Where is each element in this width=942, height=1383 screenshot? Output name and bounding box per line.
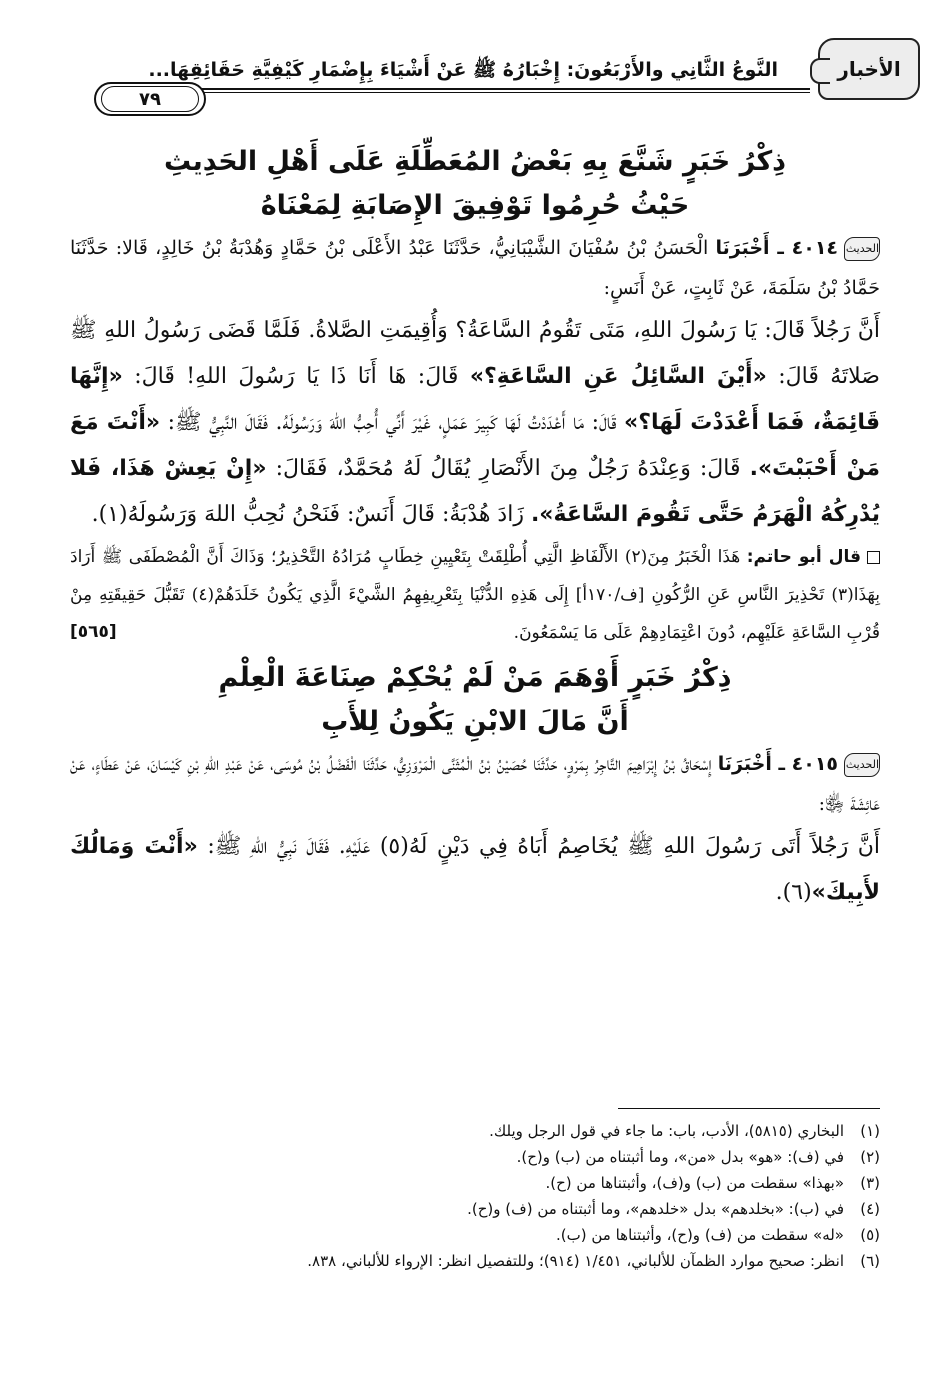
footnote (70, 1170, 880, 1196)
footnote-text: في (ب): «بخلدهم» بدل «خلدهم»، وما أثبتناه من (ف) و(ح). (467, 1200, 844, 1218)
page-number-frame (94, 82, 206, 116)
matn-text: (٦). (775, 880, 812, 905)
header-rule-thin (108, 92, 810, 93)
hadith-4014-isnad (70, 228, 880, 308)
hadith-number: ٤٠١٤ ـ أَخْبَرَنَا (715, 237, 839, 259)
matn-text: قَالَ: مَا أَعْدَدْتُ لَهَا كَبِيرَ عَمَلٍ، غَيْرَ أَنِّي أُحِبُّ اللهَ وَرَسُولَهُ. فَقَالَ النَّبِيُّ ﷺ: (167, 410, 617, 435)
hadith-icon: الحديث (844, 237, 880, 261)
section-badge (818, 38, 920, 100)
footnote-text: «له» سقطت من (ف) و(ح)، وأثبتناها من (ب). (556, 1226, 844, 1244)
chapter-heading-1-line1: ذِكْرُ خَبَرٍ شَنَّعَ بِهِ بَعْضُ المُعَطِّلَةِ عَلَى أَهْلِ الحَدِيثِ (163, 146, 787, 177)
footnote-number: (٤) (860, 1200, 880, 1218)
footnote (70, 1118, 880, 1144)
chapter-heading-2-line2: أَنَّ مَالَ الابْنِ يَكُونُ لِلأَبِ (321, 706, 629, 737)
prophet-quote: «إِنَّهَا قَائِمَةٌ، فَمَا أَعْدَدْتَ لَهَا؟» (70, 364, 880, 435)
cross-reference: [٥٦٥] (70, 622, 117, 642)
matn-text: زَادَ هُدْبَةُ: قَالَ أَنَسٌ: فَنَحْنُ نُحِبُّ اللهَ وَرَسُولَهُ(١). (91, 502, 524, 527)
isnad-text: إِسْحَاقُ بْنُ إِبْرَاهِيمَ التَّاجِرُ بِمَرْوٍ، حَدَّثَنَا حُصَيْنُ بْنُ الْمُثَنَّى الْمَرْوَزِيُّ، حَدَّثَنَا الْفَضْلُ بْنُ مُوسَى، عَنْ عَبْدِ اللهِ بْنِ كَيْسَانَ، عَنْ عَطَاءٍ، عَنْ عَائِشَةَ ﵂: (70, 753, 880, 815)
chapter-heading-1-line2: حَيْثُ حُرِمُوا تَوْفِيقَ الإِصَابَةِ لِمَعْنَاهُ (260, 190, 690, 221)
footnote-number: (٢) (860, 1148, 880, 1166)
matn-text: قَالَ: هَا أَنَا ذَا يَا رَسُولَ اللهِ! قَالَ: (134, 364, 459, 389)
matn-text: قَالَ: وَعِنْدَهُ رَجُلٌ مِنَ الأَنْصَارِ يُقَالُ لَهُ مُحَمَّدٌ، فَقَالَ: (275, 456, 741, 481)
matn-text: أَنَّ رَجُلاً قَالَ: يَا رَسُولَ اللهِ، مَتَى تَقُومُ السَّاعَةُ؟ وَأُقِيمَتِ الصَّلاةُ. فَلَمَّا قَضَى رَسُولُ اللهِ ﷺ صَلاتَهُ قَالَ: (70, 318, 880, 389)
hadith-number: ٤٠١٥ ـ أَخْبَرَنَا (717, 753, 839, 775)
footnote-text: في (ف): «هو» بدل «من»، وما أثبتناه من (ب) و(ح). (516, 1148, 844, 1166)
footnote-text: انظر: صحيح موارد الظمآن للألباني، ١/٤٥١ (٩١٤)؛ وللتفصيل انظر: الإرواء للألباني، ٨٣٨. (307, 1252, 844, 1270)
footnote (70, 1144, 880, 1170)
footnote (70, 1196, 880, 1222)
footnote-number: (٥) (860, 1226, 880, 1244)
page-content (70, 140, 880, 916)
prophet-quote: «أَيْنَ السَّائِلُ عَنِ السَّاعَةِ؟» (469, 364, 767, 389)
hadith-4014-matn (70, 308, 880, 538)
hadith-icon: الحديث (844, 753, 880, 777)
square-icon (867, 551, 880, 564)
footnote-number: (١) (860, 1122, 880, 1140)
footnote (70, 1248, 880, 1274)
matn-text: أَنَّ رَجُلاً أَتَى رَسُولَ اللهِ ﷺ يُخَاصِمُ أَبَاهُ فِي دَيْنٍ لَهُ(٥) عَلَيْهِ. فَقَالَ نَبِيُّ اللهِ ﷺ: (207, 834, 881, 859)
section-badge-label: الأخبار (837, 57, 901, 81)
footnote (70, 1222, 880, 1248)
hadith-4015-isnad (70, 744, 880, 824)
hadith-4015-matn (70, 824, 880, 916)
page-number: ٧٩ (101, 86, 199, 112)
footnote-rule (618, 1108, 880, 1109)
footnote-text: البخاري (٥٨١٥)، الأدب، باب: ما جاء في قول الرجل ويلك. (489, 1122, 844, 1140)
isnad-text: الْحَسَنُ بْنُ سُفْيَانَ الشَّيْبَانِيُّ، حَدَّثَنَا عَبْدُ الأَعْلَى بْنُ حَمَّادٍ وَهُدْبَةُ بْنُ خَالِدٍ، قَالا: حَدَّثَنَا حَمَّادُ بْنُ سَلَمَةَ، عَنْ ثَابِتٍ، عَنْ أَنَسٍ: (70, 237, 880, 299)
header-rule (108, 88, 810, 90)
prophet-quote: «أَنْتَ وَمَالُكَ لأَبِيكَ» (70, 834, 880, 905)
prophet-quote: «إِنْ يَعِشْ هَذَا، فَلا يُدْرِكُهُ الْهَرَمُ حَتَّى تَقُومَ السَّاعَةُ». (70, 456, 880, 527)
prophet-quote: «أَنْتَ مَعَ مَنْ أَحْبَبْتَ». (70, 410, 880, 481)
comment-author: قال أبو حاتم: (746, 547, 861, 567)
footnote-number: (٦) (860, 1252, 880, 1270)
footnotes (70, 1118, 880, 1274)
footnote-text: «بهذا» سقطت من (ب) و(ف)، وأثبتناها من (ح). (545, 1174, 844, 1192)
footnote-number: (٣) (860, 1174, 880, 1192)
page-header (108, 38, 901, 110)
running-title: النَّوعُ الثَّانِي والأَرْبَعُونَ: إِخْبَارُهُ ﷺ عَنْ أَشْيَاءَ بِإِضْمَارِ كَيْفِيَّةِ حَقَائِقِهَا... (148, 59, 778, 81)
comment-text: هَذَا الْخَبَرُ مِنَ(٢) الأَلْفَاظِ الَّتِي أُطْلِقَتْ بِتَعْيِينِ خِطَابٍ مُرَادُهُ التَّحْذِيرُ؛ وَذَاكَ أَنَّ الْمُصْطَفَى ﷺ أَرَادَ بِهَذَا(٣) تَحْذِيرَ النَّاسِ عَنِ الرُّكُونِ [ف/١٧٠أ] إِلَى هَذِهِ الدُّنْيَا بِتَعْرِيفِهِمُ الشَّيْءَ الَّذِي يَكُونُ خَلَدَهُمْ(٤) تَقَبُّلَ حَقِيقَتِهِ مِنْ قُرْبِ السَّاعَةِ عَلَيْهِم، دُونَ اعْتِمَادِهِمْ عَلَى مَا يَسْمَعُونَ. (70, 547, 880, 643)
chapter-heading-2-line1: ذِكْرُ خَبَرٍ أَوْهَمَ مَنْ لَمْ يُحْكِمْ صِنَاعَةَ الْعِلْمِ (218, 662, 732, 693)
